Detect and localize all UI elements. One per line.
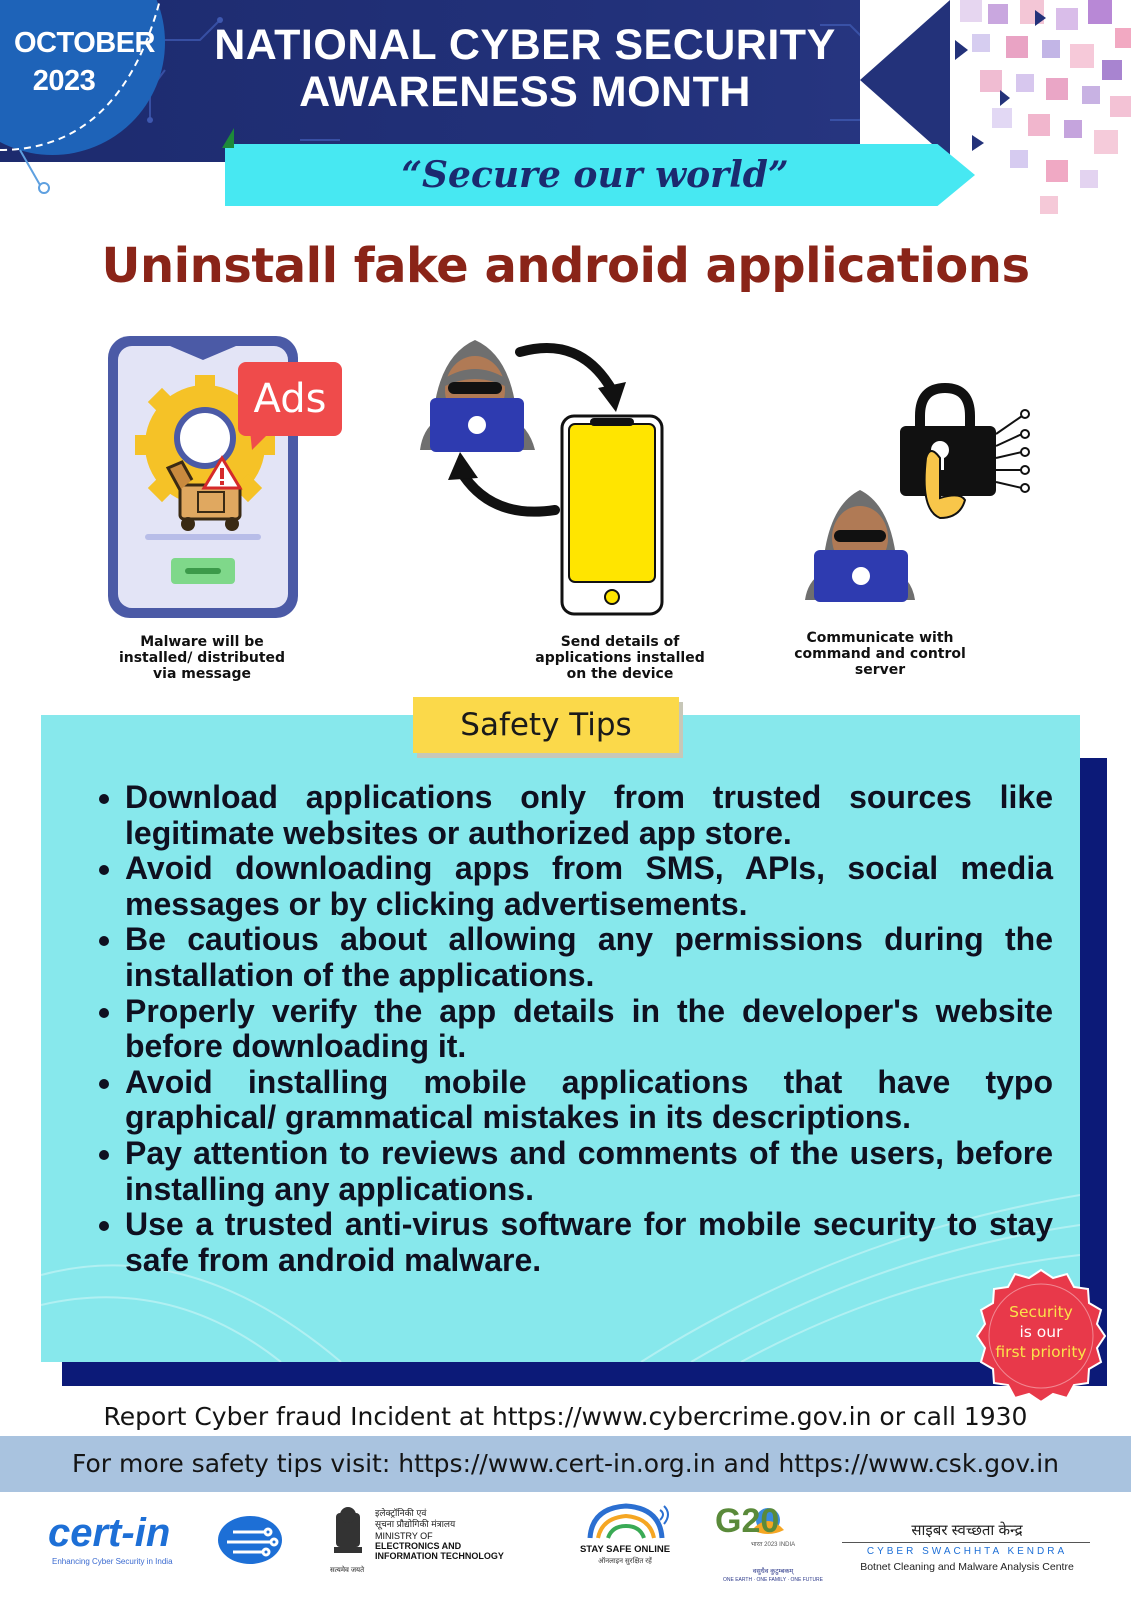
lock-icon [900, 388, 1029, 518]
safety-tips-heading: Safety Tips [413, 697, 679, 753]
caption-send-details: Send details of applications installed on the device [535, 634, 705, 682]
g20-motto-hindi: वसुधैव कुटुम्बकम् [752, 1568, 794, 1575]
certin-tagline: Enhancing Cyber Security in India [52, 1557, 173, 1566]
hacker-icon [805, 490, 915, 602]
hacker-icon [420, 340, 535, 452]
main-title-line1: NATIONAL CYBER SECURITY [214, 21, 836, 69]
csk-english: CYBER SWACHHTA KENDRA [866, 1546, 1068, 1557]
main-title [170, 22, 880, 116]
certin-wordmark: cert-in [48, 1511, 171, 1555]
seal-text: Security is our first priority [995, 1303, 1087, 1361]
ads-label: Ads [253, 376, 327, 422]
data-exfiltration-illustration [420, 330, 680, 630]
yellow-phone-icon [562, 416, 662, 614]
safety-tips-list [96, 780, 1053, 1278]
meity-hindi: इलेक्ट्रॉनिकी एवं सूचना प्रौद्योगिकी मंत्रालय [375, 1508, 456, 1529]
stay-safe-text: STAY SAFE ONLINE [579, 1544, 671, 1555]
list-item: • Use a trusted anti-virus software for mobile security to stay safe from android malware. [125, 1207, 1053, 1278]
list-item: • Download applications only from trusted sources like legitimate websites or authorized app store. [125, 780, 1053, 851]
csk-divider [842, 1542, 1090, 1543]
report-fraud-text: Report Cyber fraud Incident at https://www.cybercrime.gov.in or call 1930 [103, 1402, 1028, 1431]
date-label [14, 24, 155, 100]
national-emblem-icon [330, 1505, 366, 1567]
stay-safe-online-logo [580, 1500, 672, 1540]
list-item: • Avoid downloading apps from SMS, APIs, social media messages or by clicking advertisements. [125, 851, 1053, 922]
list-item: • Avoid installing mobile applications that have typo graphical/ grammatical mistakes in its descriptions. [125, 1065, 1053, 1136]
tagline: “Secure our world” [401, 154, 789, 196]
g20-subtitle: ONE EARTH · ONE FAMILY · ONE FUTURE [722, 1577, 823, 1583]
date-year: 2023 [32, 65, 96, 97]
csk-hindi: साइबर स्वच्छता केन्द्र [911, 1522, 1023, 1539]
date-month: OCTOBER [14, 27, 155, 59]
list-item: • Pay attention to reviews and comments of the users, before installing any applications. [125, 1136, 1053, 1207]
command-control-illustration [800, 380, 1040, 620]
meity-english: MINISTRY OF ELECTRONICS AND INFORMATION TECHNOLOGY [375, 1531, 504, 1561]
tagline-fold [222, 128, 234, 148]
more-tips-text: For more safety tips visit: https://www.cert-in.org.in and https://www.csk.gov.in [71, 1449, 1060, 1478]
stay-safe-hindi: ऑनलाइन सुरक्षित रहें [598, 1558, 652, 1565]
list-item: • Be cautious about allowing any permissions during the installation of the applications. [125, 922, 1053, 993]
malware-phone-illustration [100, 330, 360, 630]
page-title: Uninstall fake android applications [101, 238, 1030, 294]
g20-year: भारत 2023 INDIA [750, 1542, 796, 1548]
caption-malware: Malware will be installed/ distributed via message [118, 634, 286, 682]
main-title-line2: AWARENESS MONTH [299, 68, 751, 116]
caption-command-control: Communicate with command and control server [794, 630, 966, 678]
list-item: • Properly verify the app details in the developer's website before downloading it. [125, 994, 1053, 1065]
g20-wordmark: G20 [715, 1502, 780, 1540]
csk-subtitle: Botnet Cleaning and Malware Analysis Centre [860, 1561, 1074, 1573]
meity-motto: सत्यमेव जयते [330, 1567, 365, 1574]
